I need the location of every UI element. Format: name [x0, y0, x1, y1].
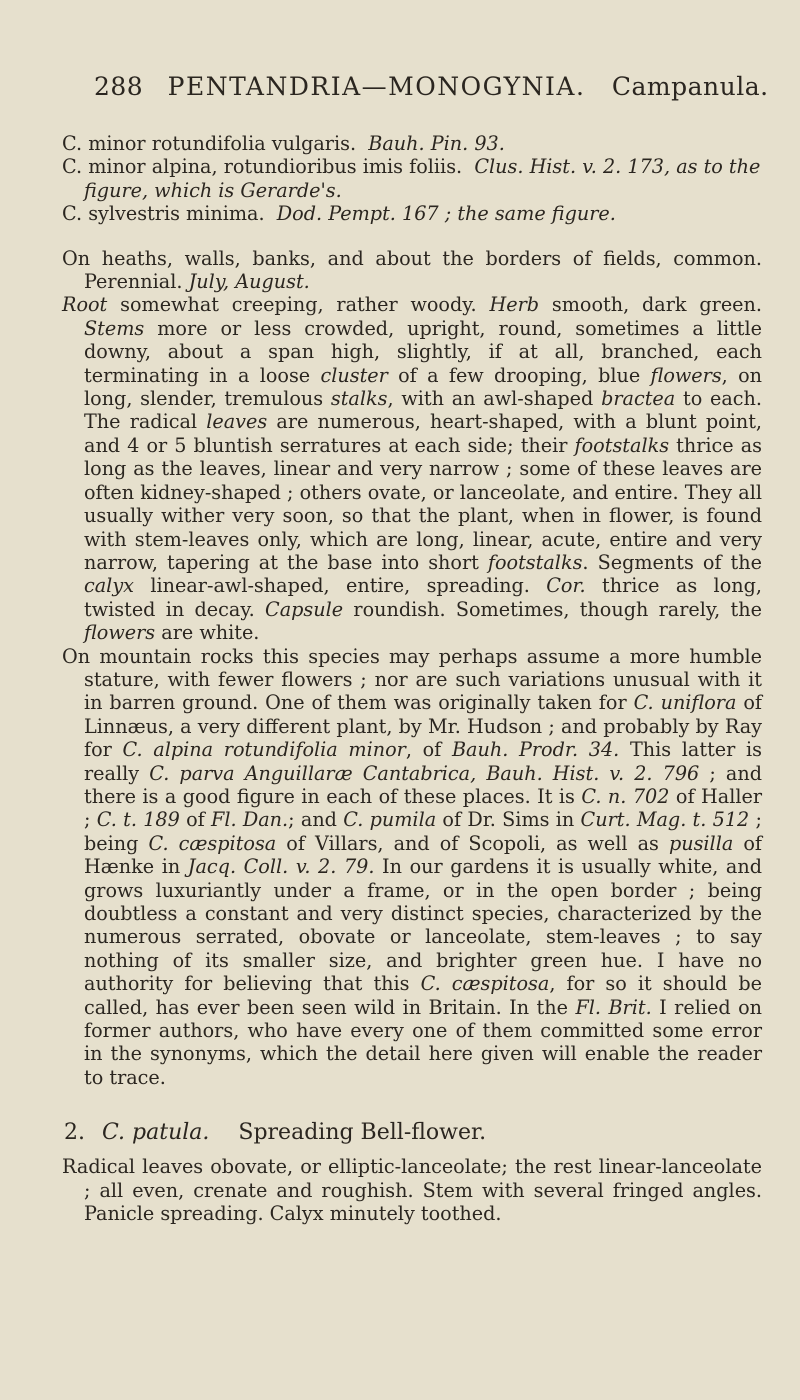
text-run: of — [179, 808, 212, 832]
text-run: of a few drooping, blue — [387, 363, 651, 387]
italic-term: flowers — [84, 621, 156, 645]
italic-term: cluster — [320, 363, 388, 387]
italic-term: footstalks — [574, 433, 670, 457]
italic-term: C. t. 189 — [96, 808, 180, 832]
flowering-time: July, August. — [188, 270, 310, 294]
italic-term: C. cæspitosa — [148, 831, 277, 855]
italic-term: pusilla — [668, 831, 734, 855]
text-run: In our gardens it is usually white, and grows luxuriantly under a frame, or in the open border ; being doubtless a constant and very distinct species, characterized by the numerous serrated, obovate or lanceolate, stem-leaves ; to say nothing of its smaller size, and brighter green hue. I have no authority for believing that this — [84, 855, 762, 996]
page-number: 288 — [94, 72, 144, 101]
text-run: of Haller ; — [84, 784, 762, 832]
synonym-name: C. minor alpina, rotundioribus imis foliis. — [62, 155, 463, 179]
running-header — [94, 72, 769, 101]
text-run: On mountain rocks this species may perhaps assume a more humble stature, with fewer flowers ; nor are such variations unusual with it in barren ground. One of them was originally taken for — [62, 644, 762, 715]
species-description: Radical leaves obovate, or elliptic-lanceolate; the rest linear-lanceolate ; all even, crenate and roughish. Stem with several fringed angles. Panicle spreading. Calyx minutely toothed. — [62, 1155, 762, 1226]
text-run: thrice as long as the leaves, linear and very narrow ; some of these leaves are often kidney-shaped ; others ovate, or lanceolate, and entire. They all usually wither very soon, so that the plant, when in flower, is found with stem-leaves only, which are long, linear, acute, entire and very narrow, tapering at the base into short — [84, 433, 762, 574]
species-heading — [62, 1119, 762, 1147]
italic-term: Cor. — [546, 574, 586, 598]
italic-term: C. cæspitosa — [420, 972, 550, 996]
synonym-entry — [62, 132, 762, 155]
italic-term: leaves — [206, 410, 268, 434]
text-run: I relied on former authors, who have every one of them committed some error in the synonyms, which the detail here given will enable the reader to trace. — [84, 995, 762, 1089]
italic-term: Root — [62, 293, 108, 317]
habitat-paragraph — [62, 247, 762, 294]
italic-term: Herb — [489, 293, 540, 317]
synonym-reference: Dod. Pempt. 167 ; — [276, 202, 452, 226]
text-run: of Hænke in — [84, 831, 762, 879]
text-run: roundish. Sometimes, though rarely, the — [343, 597, 762, 621]
text-run: thrice as long, twisted in decay. — [84, 574, 762, 621]
species-latin-name: C. patula. — [102, 1120, 210, 1146]
text-run: , for so it should be called, has ever been seen wild in Britain. In the — [84, 972, 762, 1019]
text-run: linear-awl-shaped, entire, spreading. — [133, 574, 547, 598]
text-run: are white. — [155, 621, 260, 645]
text-run: . Segments of the — [582, 550, 762, 574]
synonym-name: C. minor rotundifolia vulgaris. — [62, 132, 357, 155]
text-run: , on long, slender, tremulous — [84, 363, 762, 411]
text-run: of Dr. Sims in — [436, 808, 581, 832]
italic-term: Jacq. Coll. v. 2. 79. — [187, 855, 375, 879]
text-run: ; and — [288, 808, 344, 832]
page-body — [62, 132, 762, 1225]
italic-term: C. alpina rotundifolia minor — [122, 738, 406, 762]
remarks-paragraph — [62, 645, 762, 1090]
text-run: of Villars, and of Scopoli, as well as — [276, 831, 669, 855]
species-number: 2. — [64, 1120, 85, 1146]
italic-term: Bauh. Prodr. 34. — [451, 738, 620, 762]
italic-term: C. n. 702 — [581, 784, 670, 808]
text-run: somewhat creeping, rather woody. — [107, 293, 490, 317]
text-run: smooth, dark green. — [539, 293, 762, 317]
text-run: of Linnæus, a very different plant, by Mr. Hudson ; and probably by Ray for — [84, 691, 762, 762]
text-run: ; and there is a good figure in each of these places. It is — [84, 761, 762, 808]
italic-term: Stems — [84, 316, 145, 340]
text-run: to each. The radical — [84, 387, 763, 434]
text-run: more or less crowded, upright, round, sometimes a little downy, about a span high, slightly, if at all, branched, each terminating in a loose — [84, 316, 762, 387]
synonym-name: C. sylvestris minima. — [62, 202, 265, 226]
text-run: This latter is really — [84, 738, 762, 785]
habitat-text: On heaths, walls, banks, and about the borders of fields, common. Perennial. — [62, 246, 762, 294]
synonym-reference: Clus. Hist. v. 2. 173, — [474, 155, 671, 179]
section-title: PENTANDRIA—MONOGYNIA. — [167, 72, 586, 101]
synonym-entry — [62, 155, 762, 202]
italic-term: Capsule — [265, 597, 344, 621]
synonym-reference: Bauh. Pin. 93. — [368, 132, 505, 155]
italic-term: stalks — [330, 387, 388, 411]
italic-term: C. pumila — [343, 808, 437, 832]
description-paragraph — [62, 293, 762, 644]
italic-term: flowers — [650, 363, 722, 387]
italic-term: C. parva Anguillaræ Cantabrica, Bauh. Hist. v. 2. 796 — [149, 761, 700, 785]
synonym-note: the same figure. — [457, 202, 616, 226]
synonym-note: as to the figure, which is Gerarde's. — [84, 155, 761, 202]
species-common-name: Spreading Bell-flower. — [238, 1120, 487, 1146]
text-run: are numerous, heart-shaped, with a blunt point, and 4 or 5 bluntish serratures at each side; their — [84, 410, 762, 457]
italic-term: bractea — [601, 387, 676, 411]
text-run: ; being — [84, 808, 763, 855]
italic-term: Curt. Mag. t. 512 — [580, 808, 750, 832]
italic-term: C. uniflora — [633, 691, 737, 715]
italic-term: Fl. Dan. — [211, 808, 289, 832]
italic-term: footstalks — [487, 550, 583, 574]
synonym-entry — [62, 202, 762, 225]
italic-term: Fl. Brit. — [575, 995, 652, 1019]
text-run: , of — [405, 738, 452, 762]
genus-name: Campanula. — [611, 72, 769, 101]
text-run: , with an awl-shaped — [387, 387, 602, 411]
italic-term: calyx — [84, 574, 134, 598]
